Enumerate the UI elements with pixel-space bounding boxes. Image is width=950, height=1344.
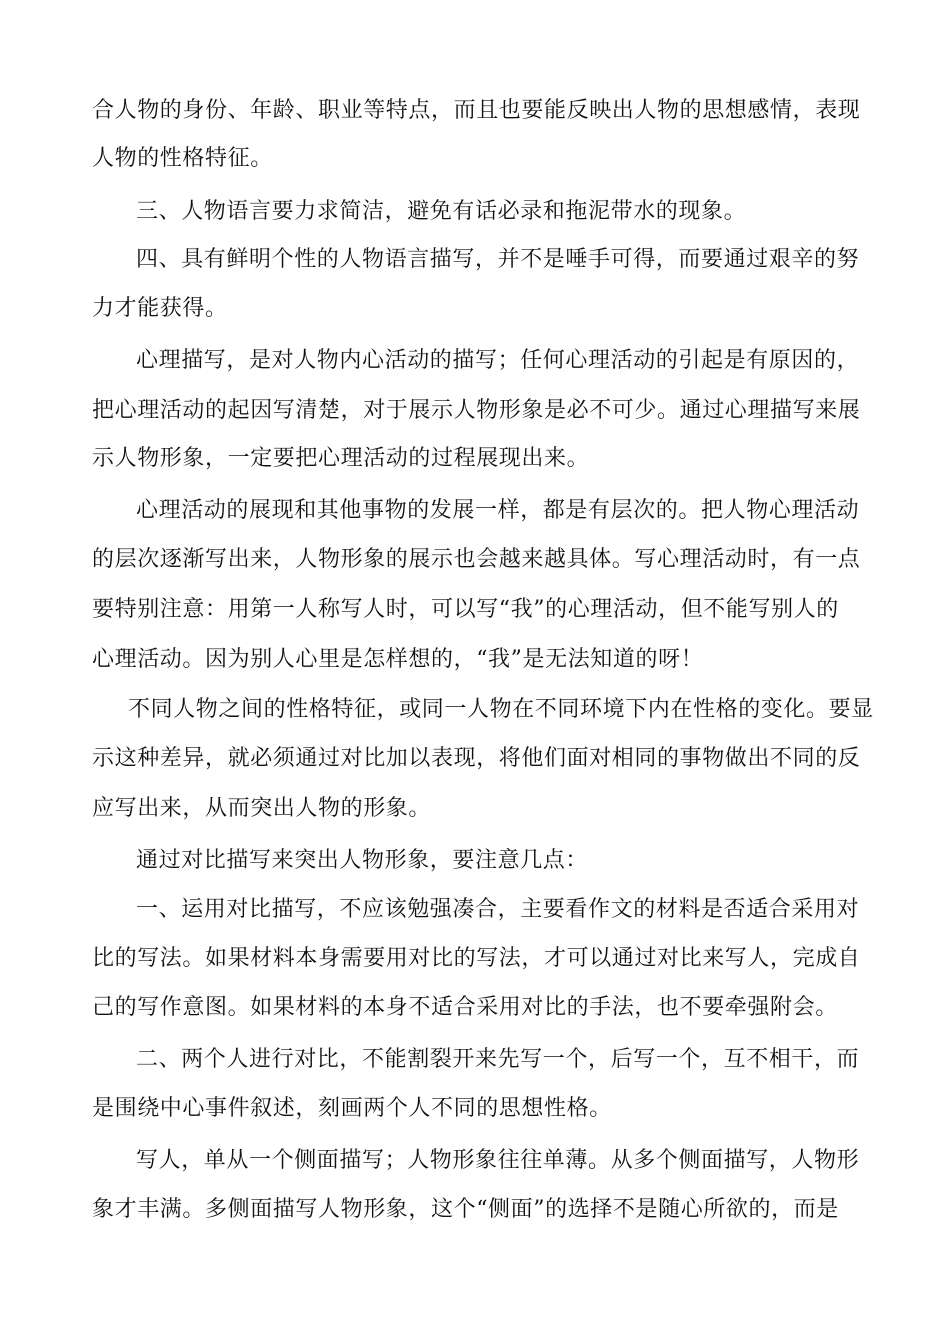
text-line: 己的写作意图。如果材料的本身不适合采用对比的手法，也不要牵强附会。 xyxy=(92,995,838,1020)
text-line: 心理活动的展现和其他事物的发展一样，都是有层次的。把人物心理活动 xyxy=(136,498,860,523)
text-line: 要特别注意：用第一人称写人时，可以写“我”的心理活动，但不能写别人的 xyxy=(92,597,839,622)
text-line: 是围绕中心事件叙述，刻画两个人不同的思想性格。 xyxy=(92,1096,612,1121)
text-line: 写人，单从一个侧面描写；人物形象往往单薄。从多个侧面描写，人物形 xyxy=(136,1148,860,1173)
text-line: 应写出来，从而突出人物的形象。 xyxy=(92,796,432,821)
text-line: 象才丰满。多侧面描写人物形象，这个“侧面”的选择不是随心所欲的，而是 xyxy=(92,1197,839,1222)
text-line: 心理活动。因为别人心里是怎样想的，“我”是无法知道的呀！ xyxy=(92,647,704,672)
text-line: 的层次逐渐写出来，人物形象的展示也会越来越具体。写心理活动时，有一点 xyxy=(92,547,861,572)
text-line: 合人物的身份、年龄、职业等特点，而且也要能反映出人物的思想感情，表现 xyxy=(92,98,861,123)
text-line: 示人物形象，一定要把心理活动的过程展现出来。 xyxy=(92,446,590,471)
text-line: 力才能获得。 xyxy=(92,296,228,321)
text-line: 一、运用对比描写，不应该勉强凑合，主要看作文的材料是否适合采用对 xyxy=(136,897,860,922)
text-line: 三、人物语言要力求简洁，避免有话必录和拖泥带水的现象。 xyxy=(136,199,747,224)
text-line: 通过对比描写来突出人物形象，要注意几点： xyxy=(136,848,589,873)
text-line: 比的写法。如果材料本身需要用对比的写法，才可以通过对比来写人，完成自 xyxy=(92,946,861,971)
text-line: 心理描写，是对人物内心活动的描写；任何心理活动的引起是有原因的， xyxy=(136,348,860,373)
text-line: 把心理活动的起因写清楚，对于展示人物形象是必不可少。通过心理描写来展 xyxy=(92,398,861,423)
text-line: 人物的性格特征。 xyxy=(92,146,273,171)
text-line: 示这种差异，就必须通过对比加以表现，将他们面对相同的事物做出不同的反 xyxy=(92,746,861,771)
text-line: 二、两个人进行对比，不能割裂开来先写一个，后写一个，互不相干，而 xyxy=(136,1047,860,1072)
text-line: 四、具有鲜明个性的人物语言描写，并不是唾手可得，而要通过艰辛的努 xyxy=(136,247,860,272)
text-line: 不同人物之间的性格特征，或同一人物在不同环境下内在性格的变化。要显 xyxy=(128,697,874,722)
